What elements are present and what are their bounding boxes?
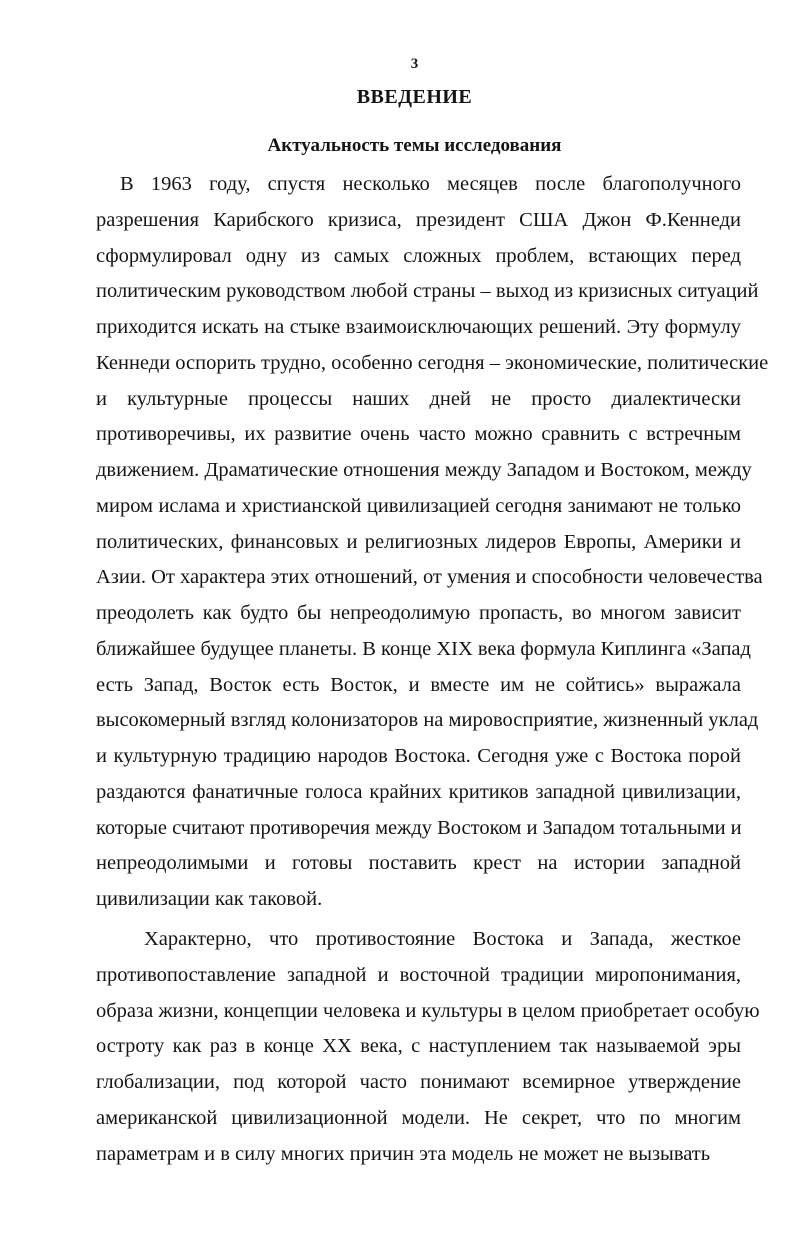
text-line: раздаются фанатичные голоса крайних критиков западной цивилизации, xyxy=(96,780,741,803)
text-line: высокомерный взгляд колонизаторов на мировосприятие, жизненный уклад xyxy=(96,709,759,732)
text-line: политических, финансовых и религиозных лидеров Европы, Америки и xyxy=(96,530,741,553)
text-line: Кеннеди оспорить трудно, особенно сегодня – экономические, политические xyxy=(96,351,769,374)
text-line: противопоставление западной и восточной традиции миропонимания, xyxy=(96,963,741,986)
text-line: и культурную традицию народов Востока. Сегодня уже с Востока порой xyxy=(96,745,741,767)
page-number: 3 xyxy=(410,56,419,72)
text-line: параметрам и в силу многих причин эта модель не может не вызывать xyxy=(96,1142,711,1165)
text-line: политическим руководством любой страны – выход из кризисных ситуаций xyxy=(96,280,759,303)
text-line: разрешения Карибского кризиса, президент США Джон Ф.Кеннеди xyxy=(96,208,741,231)
text-line: приходится искать на стыке взаимоисключающих решений. Эту формулу xyxy=(96,316,741,338)
text-line: остроту как раз в конце XX века, с наступлением так называемой эры xyxy=(96,1035,741,1058)
text-line: противоречивы, их развитие очень часто можно сравнить с встречным xyxy=(96,423,741,446)
text-line: американской цивилизационной модели. Не секрет, что по многим xyxy=(96,1106,741,1129)
text-line: и культурные процессы наших дней не просто диалектически xyxy=(96,387,741,410)
text-line: Характерно, что противостояние Востока и Запада, жесткое xyxy=(144,928,741,950)
text-line: есть Запад, Восток есть Восток, и вместе им не сойтись» выражала xyxy=(96,673,741,696)
text-line: непреодолимыми и готовы поставить крест на истории западной xyxy=(96,852,741,875)
text-line: миром ислама и христианской цивилизацией сегодня занимают не только xyxy=(96,494,741,517)
text-line: которые считают противоречия между Востоком и Западом тотальными и xyxy=(96,816,742,839)
text-line: В 1963 году, спустя несколько месяцев после благополучного xyxy=(120,173,741,195)
text-line: преодолеть как будто бы непреодолимую пропасть, во многом зависит xyxy=(96,602,741,624)
text-line: образа жизни, концепции человека и культуры в целом приобретает особую xyxy=(96,999,760,1022)
text-line: движением. Драматические отношения между Западом и Востоком, между xyxy=(96,459,752,481)
text-line: сформулировал одну из самых сложных проблем, встающих перед xyxy=(96,244,741,267)
text-line: Азии. От характера этих отношений, от умения и способности человечества xyxy=(96,566,763,589)
text-line: глобализации, под которой часто понимают всемирное утверждение xyxy=(96,1071,741,1093)
paragraph-2 xyxy=(96,922,760,1172)
section-title: ВВЕДЕНИЕ xyxy=(356,86,473,108)
section-subtitle: Актуальность темы исследования xyxy=(267,135,562,156)
paragraph-1 xyxy=(96,167,769,918)
text-line: цивилизации как таковой. xyxy=(96,888,323,910)
text-line: ближайшее будущее планеты. В конце XIX века формула Киплинга «Запад xyxy=(96,637,751,660)
